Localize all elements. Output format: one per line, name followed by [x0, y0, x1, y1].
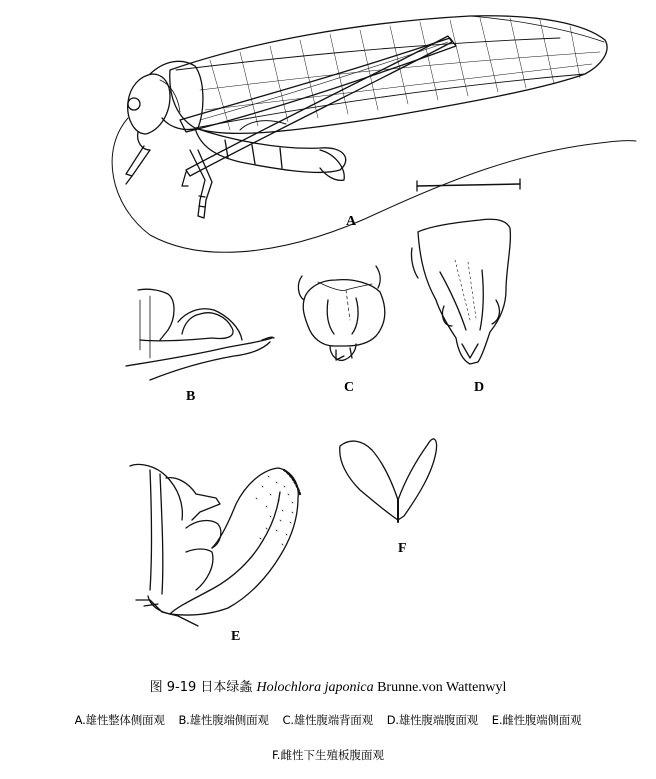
female-abdomen-lateral-drawing: [130, 464, 300, 626]
subgenital-plate-drawing: [340, 439, 437, 522]
caption-prefix: 图 9-19 日本绿螽: [149, 680, 257, 695]
caption-authority: Brunne.von Wattenwyl: [373, 680, 507, 695]
panel-label-a: A: [346, 214, 357, 229]
insect-lateral-drawing: [112, 16, 636, 253]
figure-caption: [0, 676, 656, 696]
panel-label-d: D: [474, 380, 485, 395]
legend-line-1: A.雄性整体侧面观 B.雄性腹端侧面观 C.雄性腹端背面观 D.雄性腹端腹面观 E.雌性腹端侧面观: [74, 713, 582, 727]
panel-label-b: B: [186, 389, 196, 404]
male-abdomen-ventral-drawing: [411, 219, 510, 364]
caption-species: Holochlora japonica: [256, 680, 374, 695]
panel-label-f: F: [398, 541, 407, 556]
legend-line-2: F.雌性下生殖板腹面观: [272, 748, 384, 762]
panel-label-e: E: [231, 629, 241, 644]
panel-label-c: C: [344, 380, 355, 395]
male-abdomen-dorsal-drawing: [298, 266, 385, 360]
male-abdomen-lateral-drawing: [126, 289, 274, 380]
